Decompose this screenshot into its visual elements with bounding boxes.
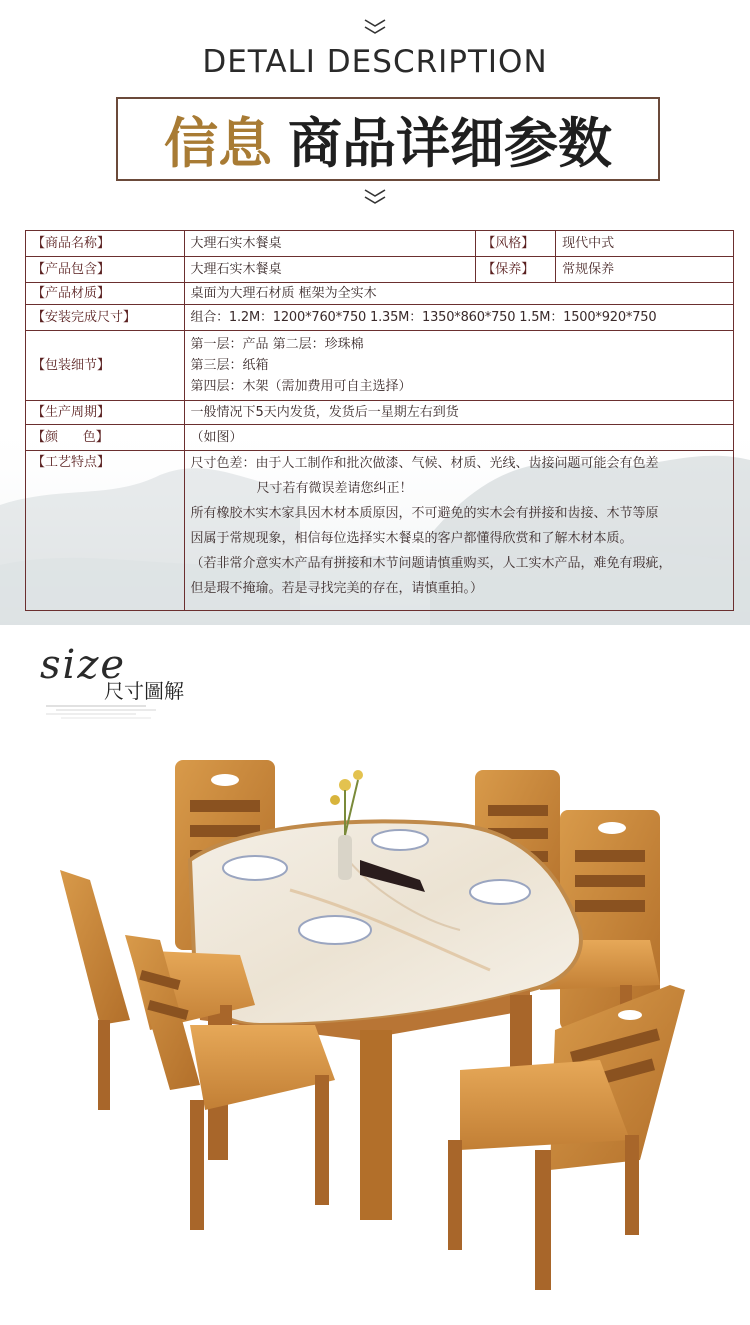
spec-label: 【保养】 xyxy=(476,257,556,283)
craft-line: 但是瑕不掩瑜。若是寻找完美的存在，请慎重拍。） xyxy=(190,581,484,596)
chair-icon xyxy=(448,985,685,1290)
table-row xyxy=(26,305,734,331)
spec-label: 【颜 色】 xyxy=(26,425,185,451)
title-main: 商品详细参数 xyxy=(288,111,612,175)
craft-line: （若非常介意实木产品有拼接和木节问题请慎重购买，人工实木产品，难免有瑕疵， xyxy=(190,556,672,571)
spec-label: 【生产周期】 xyxy=(26,401,185,425)
craft-line: 所有橡胶木实木家具因木材本质原因，不可避免的实木会有拼接和齿接、木节等原 xyxy=(190,506,659,521)
packing-line: 第三层：纸箱 xyxy=(190,358,269,373)
dining-set-product-image xyxy=(40,740,730,1310)
spec-value: 一般情况下5天内发货，发货后一星期左右到货 xyxy=(184,401,734,425)
spec-label: 【产品包含】 xyxy=(26,257,185,283)
spec-label: 【产品材质】 xyxy=(26,283,185,305)
table-row xyxy=(26,451,734,611)
craft-line: 尺寸若有微误差请您纠正！ xyxy=(256,481,413,496)
table-row xyxy=(26,257,734,283)
spec-label: 【安装完成尺寸】 xyxy=(26,305,185,331)
table-row xyxy=(26,231,734,257)
spec-value: 现代中式 xyxy=(556,231,734,257)
spec-label: 【工艺特点】 xyxy=(26,451,185,611)
section-title-box xyxy=(116,97,660,181)
spec-value: 组合：1.2M：1200*760*750 1.35M：1350*860*750 1.5M：1500*920*750 xyxy=(184,305,734,331)
size-diagram-logo xyxy=(36,640,226,725)
table-row xyxy=(26,283,734,305)
spec-value: 桌面为大理石材质 框架为全实木 xyxy=(184,283,734,305)
spec-label: 【风格】 xyxy=(476,231,556,257)
title-accent: 信息 xyxy=(164,111,272,175)
spec-value: 常规保养 xyxy=(556,257,734,283)
size-chinese-text: 尺寸圖解 xyxy=(104,679,184,703)
spec-value: （如图） xyxy=(184,425,734,451)
table-row xyxy=(26,331,734,401)
chevron-down-icon xyxy=(362,18,388,36)
size-script-text: size xyxy=(40,642,127,688)
section-heading-english: DETALI DESCRIPTION xyxy=(202,44,548,80)
packing-line: 第四层：木架（需加费用可自主选择） xyxy=(190,379,412,394)
spec-value: 大理石实木餐桌 xyxy=(184,257,476,283)
spec-value xyxy=(184,451,734,611)
decorative-lines-icon xyxy=(46,702,166,722)
craft-line: 尺寸色差：由于人工制作和批次做漆、气候、材质、光线、齿接问题可能会有色差 xyxy=(190,456,659,471)
spec-label: 【包装细节】 xyxy=(26,331,185,401)
chevron-down-icon xyxy=(362,188,388,206)
packing-line: 第一层：产品 第二层：珍珠棉 xyxy=(190,337,364,352)
spec-value xyxy=(184,331,734,401)
table-row xyxy=(26,425,734,451)
spec-value: 大理石实木餐桌 xyxy=(184,231,476,257)
craft-line: 因属于常规现象，相信每位选择实木餐桌的客户都懂得欣赏和了解木材本质。 xyxy=(190,531,633,546)
spec-table xyxy=(25,230,734,611)
spec-label: 【商品名称】 xyxy=(26,231,185,257)
table-row xyxy=(26,401,734,425)
